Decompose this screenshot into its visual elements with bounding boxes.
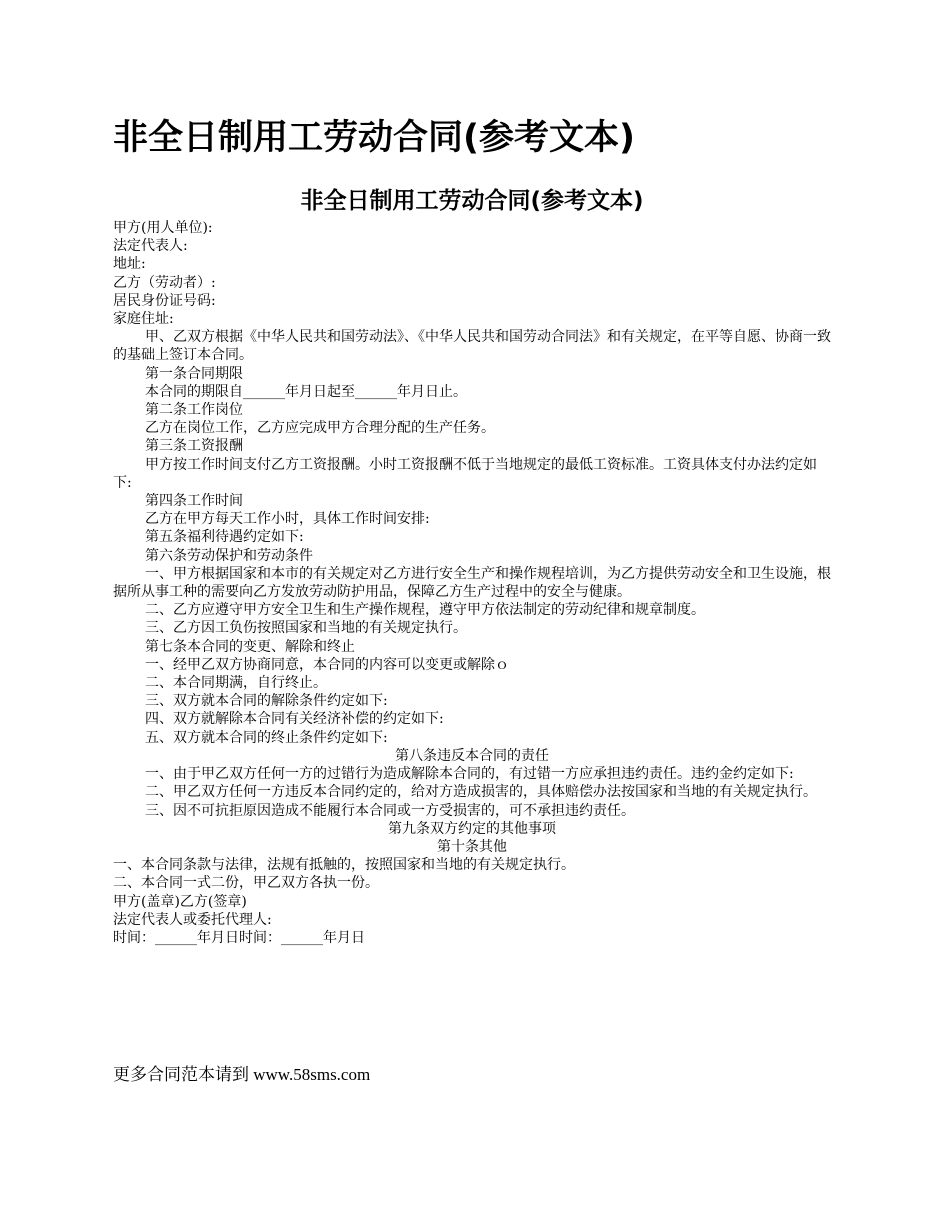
article-4-heading: 第四条工作时间 [145,493,243,510]
signature-representative: 法定代表人或委托代理人: [113,911,272,928]
signature-date: 时间：______年月日时间：______年月日 [113,929,365,946]
party-info-block [113,219,831,328]
article-4-text: 乙方在甲方每天工作小时，具体工作时间安排: [145,511,430,528]
article-10-item-2: 二、本合同一式二份，甲乙双方各执一份。 [113,875,379,892]
article-7-item-5: 五、双方就本合同的终止条件约定如下: [145,729,388,746]
article-8-item-2: 二、甲乙双方任何一方违反本合同约定的，给对方造成损害的，具体赔偿办法按国家和当地的有关规定执行。 [145,784,817,801]
id-number-field: 居民身份证号码: [113,292,216,309]
article-10-heading: 第十条其他 [437,838,507,855]
contract-document [113,112,831,947]
article-9-heading: 第九条双方约定的其他事项 [388,820,556,837]
article-6-item-3: 三、乙方因工负伤按照国家和当地的有关规定执行。 [145,620,467,637]
article-7-item-3: 三、双方就本合同的解除条件约定如下: [145,693,388,710]
signature-block [113,893,831,948]
legal-rep-field: 法定代表人: [113,238,188,255]
article-8-item-1: 一、由于甲乙双方任何一方的过错行为造成解除本合同的，有过错一方应承担违约责任。违约金约定如下: [145,766,794,783]
article-6-heading: 第六条劳动保护和劳动条件 [145,547,313,564]
article-6-item-1: 一、甲方根据国家和本市的有关规定对乙方进行安全生产和操作规程培训，为乙方提供劳动安全和卫生设施，根据所从事工种的需要向乙方发放劳动防护用品，保障乙方生产过程中的安全与健康。 [113,565,831,601]
article-3-heading: 第三条工资报酬 [145,438,243,455]
article-10-item-1: 一、本合同条款与法律，法规有抵触的，按照国家和当地的有关规定执行。 [113,857,575,874]
article-1-heading: 第一条合同期限 [145,365,243,382]
article-2-text: 乙方在岗位工作，乙方应完成甲方合理分配的生产任务。 [145,420,495,437]
contract-subtitle: 非全日制用工劳动合同(参考文本) [300,188,644,214]
article-7-item-2: 二、本合同期满，自行终止。 [145,675,327,692]
intro-paragraph: 甲、乙双方根据《中华人民共和国劳动法》、《中华人民共和国劳动合同法》和有关规定，在平等自愿、协商一致的基础上签订本合同。 [113,329,831,364]
article-7-item-4: 四、双方就解除本合同有关经济补偿的约定如下: [145,711,444,728]
article-7-heading: 第七条本合同的变更、解除和终止 [145,638,355,655]
article-5-heading: 第五条福利待遇约定如下: [145,529,304,546]
article-2-heading: 第二条工作岗位 [145,402,243,419]
home-address-field: 家庭住址: [113,311,174,328]
article-3-text: 甲方按工作时间支付乙方工资报酬。小时工资报酬不低于当地规定的最低工资标准。工资具体支付办法约定如下: [113,456,817,491]
address-field: 地址: [113,256,146,273]
footer-note: 更多合同范本请到 www.58sms.com [113,1065,371,1084]
party-a-field: 甲方(用人单位): [113,220,213,236]
party-b-field: 乙方（劳动者）: [113,274,216,291]
article-8-item-3: 三、因不可抗拒原因造成不能履行本合同或一方受损害的，可不承担违约责任。 [145,802,635,819]
article-8-heading: 第八条违反本合同的责任 [395,747,549,764]
article-1-text: 本合同的期限自______年月日起至______年月日止。 [145,383,467,400]
article-7-item-1: 一、经甲乙双方协商同意，本合同的内容可以变更或解除ｏ [145,656,509,673]
document-title: 非全日制用工劳动合同(参考文本) [113,118,635,158]
article-6-item-2: 二、乙方应遵守甲方安全卫生和生产操作规程，遵守甲方依法制定的劳动纪律和规章制度。 [145,602,705,619]
signature-parties: 甲方(盖章)乙方(签章) [113,893,247,910]
